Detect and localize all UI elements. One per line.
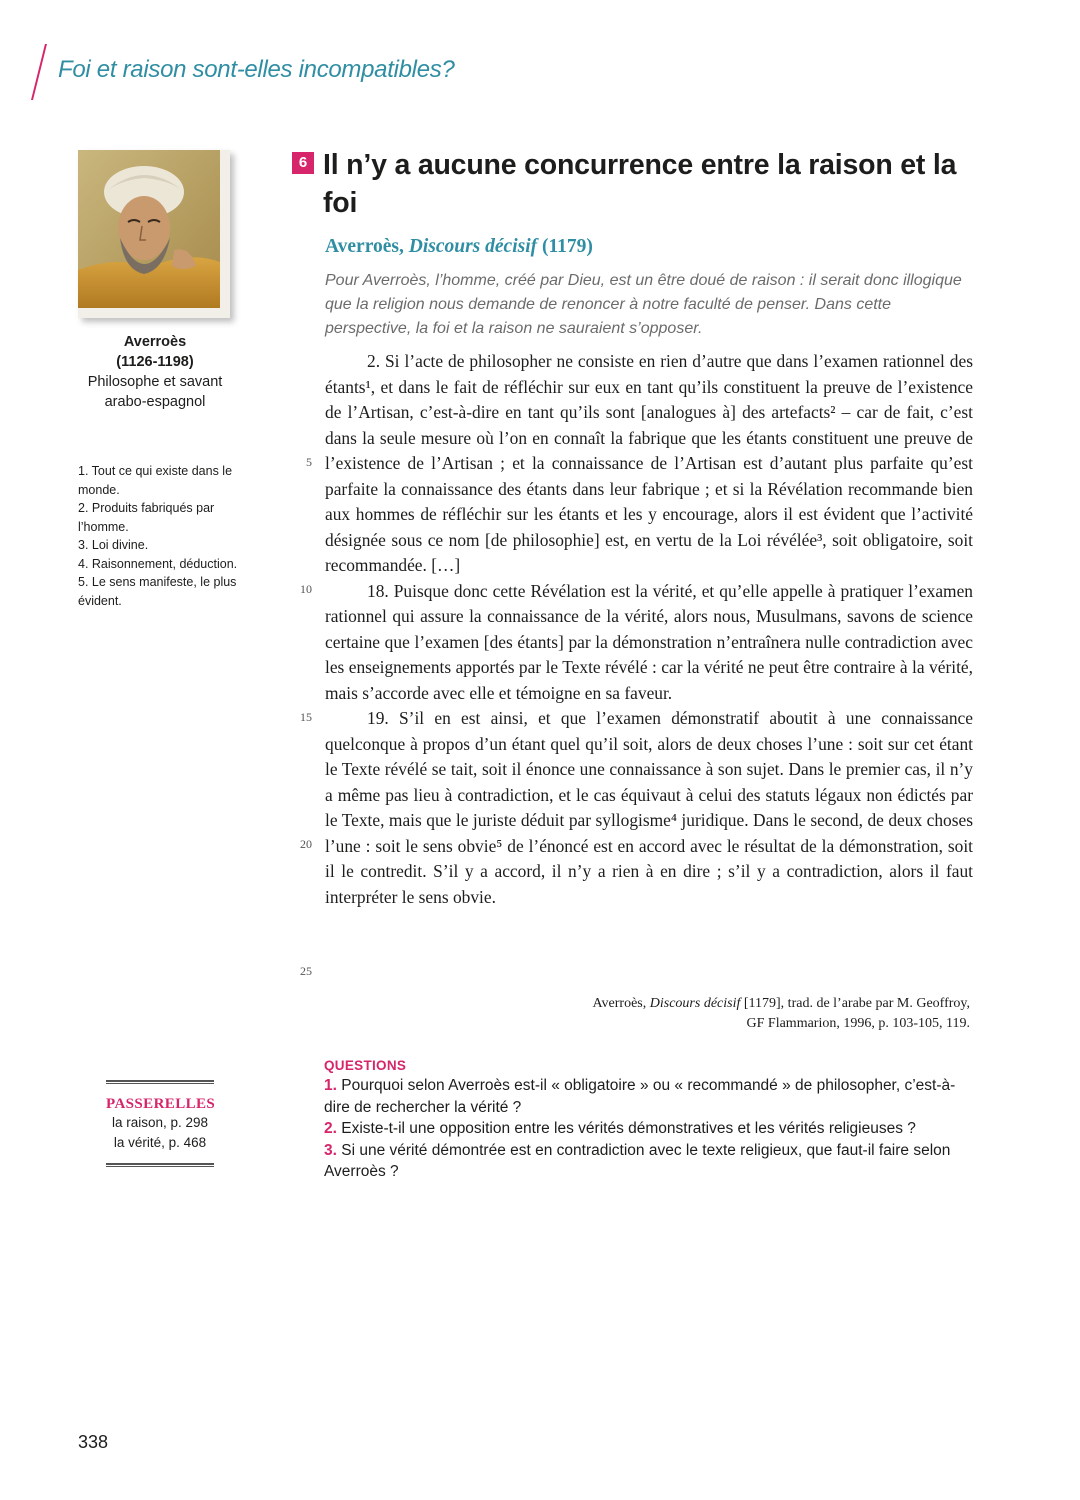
footnotes bbox=[78, 462, 248, 610]
line-number: 15 bbox=[300, 710, 312, 724]
questions-block bbox=[324, 1057, 974, 1183]
footnote: 5. Le sens manifeste, le plus évident. bbox=[78, 575, 237, 608]
line-number: 5 bbox=[306, 455, 312, 469]
author-caption bbox=[70, 332, 240, 412]
header-slash-decoration bbox=[31, 44, 47, 100]
author-role-line1: Philosophe et savant bbox=[87, 374, 223, 390]
source-reference bbox=[470, 994, 970, 1034]
footnote: 2. Produits fabriqués par l’homme. bbox=[78, 501, 215, 534]
document-source bbox=[325, 236, 593, 258]
reference-details: [1179], trad. de l’arabe par M. Geoffroy, bbox=[740, 996, 970, 1011]
question-number: 3. bbox=[324, 1141, 337, 1159]
question-item bbox=[324, 1075, 974, 1118]
line-number: 25 bbox=[300, 964, 312, 978]
author-portrait bbox=[78, 150, 230, 318]
reference-work: Discours décisif bbox=[649, 996, 741, 1011]
line-number: 20 bbox=[300, 837, 312, 851]
question-text: Si une vérité démontrée est en contradiction avec le texte religieux, que faut-il faire selon Averroès ? bbox=[324, 1141, 951, 1180]
question-text: Existe-t-il une opposition entre les vérités démonstratives et les vérités religieuses ? bbox=[341, 1120, 916, 1137]
chapter-title: Foi et raison sont-elles incompatibles? bbox=[58, 56, 455, 83]
author-role-line2: arabo-espagnol bbox=[104, 394, 206, 410]
question-number: 1. bbox=[324, 1077, 337, 1094]
reference-line-1 bbox=[470, 994, 970, 1014]
passerelles-title: PASSERELLES bbox=[106, 1096, 216, 1112]
body-paragraph: 2. Si l’acte de philosopher ne consiste en rien d’autre que dans l’examen rationnel des étants¹, et dans le fait de réfléchir sur eux en tant qu’ils constituent la preuve de l’existence de l’Artisan, c’est-à-dire en tant qu’ils sont [analogues à] des artefacts² – car de fait, c’est dans la seule mesure où l’on en connaît la fabrique que les étants constituent une preuve de l’existence de l’Artisan ; et la connaissance de l’Artisan est d’autant plus parfaite qu’est parfaite la connaissance des étants dans leur fabrique ; et si la Révélation recommande bien aux hommes de réfléchir sur les étants et les y encourage, alors il est évident que l’activité désignée sous ce nom [de philosophie] est, en vertu de la Loi révélée³, soit obligatoire, soit recommandée. […] bbox=[325, 351, 973, 575]
page-number: 338 bbox=[78, 1432, 109, 1452]
source-work: Discours décisif bbox=[408, 236, 538, 257]
reference-author: Averroès, bbox=[592, 996, 650, 1011]
passerelles-bottom-rule bbox=[106, 1163, 214, 1167]
averroes-portrait-image bbox=[78, 150, 220, 308]
document-title: Il n’y a aucune concurrence entre la raison et la foi bbox=[323, 149, 957, 219]
passerelles-box bbox=[106, 1080, 214, 1167]
document-number-badge: 6 bbox=[292, 152, 314, 174]
footnote: 3. Loi divine. bbox=[78, 538, 149, 552]
passerelles-top-rule bbox=[106, 1080, 214, 1084]
source-year: (1179) bbox=[542, 236, 593, 257]
question-number: 2. bbox=[324, 1120, 337, 1137]
question-item bbox=[324, 1140, 974, 1183]
question-item bbox=[324, 1118, 974, 1140]
document-intro: Pour Averroès, l’homme, créé par Dieu, est un être doué de raison : il serait donc illogique que la religion nous demande de renoncer à notre faculté de penser. Dans cette perspective, la foi et la raison ne sauraient s’opposer. bbox=[325, 272, 962, 337]
questions-heading: QUESTIONS bbox=[324, 1058, 407, 1073]
footnote: 1. Tout ce qui existe dans le monde. bbox=[78, 464, 233, 497]
passerelles-link[interactable]: la raison, p. 298 bbox=[111, 1115, 209, 1130]
author-name: Averroès bbox=[123, 334, 187, 350]
passerelles-link[interactable]: la vérité, p. 468 bbox=[113, 1135, 207, 1150]
reference-line-2: GF Flammarion, 1996, p. 103-105, 119. bbox=[746, 1016, 970, 1031]
question-text: Pourquoi selon Averroès est-il « obligatoire » ou « recommandé » de philosopher, c’est-à-dire de rechercher la vérité ? bbox=[324, 1077, 956, 1116]
footnote: 4. Raisonnement, déduction. bbox=[78, 556, 238, 571]
source-author: Averroès, bbox=[325, 236, 404, 257]
author-dates: (1126-1198) bbox=[116, 354, 194, 370]
document-body bbox=[325, 349, 973, 910]
body-paragraph: 18. Puisque donc cette Révélation est la vérité, et qu’elle appelle à pratiquer l’examen rationnel qui assure la connaissance de la vérité, alors nous, Musulmans, savons de science certaine que l’examen [des étants] par la démonstration n’entraînera nulle contradiction avec les enseignements apportés par le Texte révélé : car la vérité ne peut être contraire à la vérité, mais s’accorde avec elle et témoigne en sa faveur. bbox=[325, 580, 973, 703]
body-paragraph: 19. S’il en est ainsi, et que l’examen démonstratif aboutit à une connaissance quelconque à propos d’un étant quel qu’il soit, alors de deux choses l’une : soit sur cet étant le Texte révélé se tait, soit il énonce une connaissance à son sujet. Dans le premier cas, il n’y a même pas lieu à contradiction, et le cas équivaut à celui des statuts légaux non édictés par le Texte, mais que le juriste déduit par syllogisme⁴ juridique. Dans le second, de deux choses l’une : soit le sens obvie⁵ de l’énoncé est en accord avec le résultat de la démonstration, soit il le contredit. S’il y a accord, il n’y a rien à en dire ; s’il y a contradiction, alors il faut interpréter le sens obvie. bbox=[325, 708, 973, 907]
line-number: 10 bbox=[300, 582, 312, 596]
